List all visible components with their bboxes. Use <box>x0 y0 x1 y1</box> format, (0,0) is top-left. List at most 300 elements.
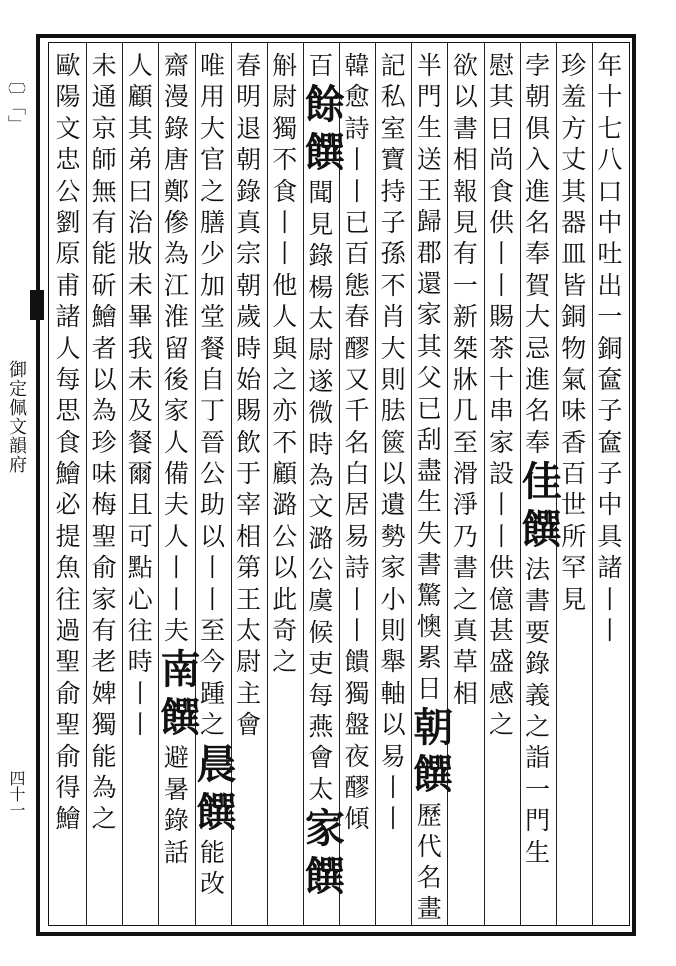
glyph: 醪 <box>344 333 370 363</box>
glyph: 丨 <box>200 584 226 614</box>
glyph: 歷 <box>416 800 442 830</box>
glyph: 家 <box>489 427 515 457</box>
text-column <box>196 50 237 899</box>
glyph: 八 <box>597 145 623 175</box>
glyph: 生 <box>416 113 442 143</box>
glyph: 時 <box>236 333 262 363</box>
glyph: 丨 <box>200 553 226 583</box>
glyph: 書 <box>452 553 478 583</box>
glyph: 始 <box>236 364 262 394</box>
text-run <box>52 50 84 835</box>
text-run <box>124 615 156 741</box>
text-column <box>52 50 84 835</box>
headword <box>196 740 237 789</box>
glyph: 進 <box>525 364 551 394</box>
glyph: 所 <box>561 521 587 551</box>
text-run <box>522 50 554 458</box>
headword <box>413 704 454 753</box>
glyph: 斫 <box>91 270 117 300</box>
glyph: 室 <box>380 113 406 143</box>
glyph: 饌 <box>160 694 201 742</box>
text-run <box>269 81 301 677</box>
glyph: 累 <box>416 643 442 673</box>
glyph: 鄭 <box>163 176 189 206</box>
glyph: 錄 <box>525 649 551 679</box>
glyph: 時 <box>308 429 334 459</box>
glyph: 見 <box>308 209 334 239</box>
glyph: 俱 <box>525 113 551 143</box>
glyph: 妝 <box>127 239 153 269</box>
text-run <box>377 50 409 835</box>
glyph: 見 <box>452 207 478 237</box>
glyph: 盡 <box>416 456 442 486</box>
text-column <box>304 50 345 901</box>
glyph: 日 <box>416 674 442 704</box>
column-rule <box>122 42 123 926</box>
glyph: 茶 <box>489 333 515 363</box>
glyph: 楊 <box>308 272 334 302</box>
glyph: 點 <box>127 553 153 583</box>
glyph: 丨 <box>344 584 370 614</box>
glyph: 之 <box>200 710 226 740</box>
glyph: 詣 <box>525 743 551 773</box>
glyph: 中 <box>597 490 623 520</box>
glyph: 詩 <box>344 553 370 583</box>
glyph: 食 <box>55 427 81 457</box>
text-run <box>486 427 518 741</box>
column-rule <box>158 42 159 926</box>
glyph: 心 <box>127 584 153 614</box>
glyph: 俞 <box>55 678 81 708</box>
glyph: 尉 <box>272 82 298 112</box>
glyph: 佳 <box>521 458 562 506</box>
glyph: 可 <box>127 521 153 551</box>
glyph: 父 <box>416 362 442 392</box>
glyph: 淨 <box>452 490 478 520</box>
glyph: 軸 <box>380 678 406 708</box>
glyph: 今 <box>200 647 226 677</box>
glyph: 朝 <box>236 270 262 300</box>
glyph: 唯 <box>200 51 226 80</box>
glyph: 牀 <box>452 364 478 394</box>
glyph: 易 <box>344 521 370 551</box>
glyph: 態 <box>344 270 370 300</box>
glyph: 自 <box>200 364 226 394</box>
column-rule <box>375 42 376 926</box>
glyph: 有 <box>452 239 478 269</box>
glyph: 丨 <box>489 490 515 520</box>
glyph: 能 <box>91 741 117 771</box>
text-run <box>413 50 445 705</box>
glyph: 堂 <box>200 302 226 332</box>
glyph: 時 <box>127 647 153 677</box>
glyph: 丨 <box>489 239 515 269</box>
glyph: 遂 <box>308 366 334 396</box>
glyph: 饋 <box>344 647 370 677</box>
glyph: 奉 <box>525 427 551 457</box>
glyph: 珍 <box>91 427 117 457</box>
glyph: 錄 <box>163 113 189 143</box>
text-column <box>88 50 120 835</box>
glyph: 賜 <box>236 396 262 426</box>
glyph: 門 <box>416 82 442 112</box>
glyph: 晨 <box>196 740 237 788</box>
glyph: 又 <box>344 364 370 394</box>
glyph: 饌 <box>196 788 237 836</box>
glyph: 名 <box>416 863 442 893</box>
glyph: 南 <box>160 646 201 694</box>
glyph: 留 <box>163 333 189 363</box>
glyph: 加 <box>200 270 226 300</box>
glyph: 舉 <box>380 647 406 677</box>
text-column <box>341 50 373 835</box>
glyph: 遺 <box>380 490 406 520</box>
glyph: 退 <box>236 113 262 143</box>
glyph: 相 <box>452 145 478 175</box>
glyph: 顧 <box>272 459 298 489</box>
glyph: 明 <box>236 82 262 112</box>
glyph: 飲 <box>236 427 262 457</box>
glyph: 太 <box>236 616 262 646</box>
glyph: 人 <box>272 302 298 332</box>
glyph: 慰 <box>489 51 515 80</box>
glyph: 王 <box>416 175 442 205</box>
glyph: 梅 <box>91 490 117 520</box>
page-margin <box>0 30 30 940</box>
text-run <box>413 800 445 925</box>
glyph: 丨 <box>344 176 370 206</box>
glyph: 獨 <box>91 710 117 740</box>
glyph: 大 <box>200 113 226 143</box>
glyph: 十 <box>489 364 515 394</box>
text-column <box>233 50 265 741</box>
glyph: 世 <box>561 490 587 520</box>
glyph: 賜 <box>489 302 515 332</box>
glyph: 者 <box>91 333 117 363</box>
glyph: 聖 <box>55 647 81 677</box>
glyph: 公 <box>200 459 226 489</box>
glyph: 見 <box>561 584 587 614</box>
glyph: 夜 <box>344 741 370 771</box>
glyph: 以 <box>380 459 406 489</box>
glyph: 入 <box>525 145 551 175</box>
glyph: 會 <box>236 710 262 740</box>
glyph: 奩 <box>597 364 623 394</box>
glyph: 皿 <box>561 239 587 269</box>
text-run <box>160 742 192 868</box>
glyph: 羞 <box>561 82 587 112</box>
glyph: 珍 <box>561 51 587 80</box>
glyph: 膳 <box>200 207 226 237</box>
glyph: 失 <box>416 518 442 548</box>
glyph: 丨 <box>163 584 189 614</box>
glyph: 淮 <box>163 302 189 332</box>
headword <box>304 81 345 129</box>
glyph: 則 <box>380 364 406 394</box>
glyph: 師 <box>91 145 117 175</box>
glyph: 避 <box>163 743 189 773</box>
text-run <box>305 177 337 773</box>
glyph: 餐 <box>200 333 226 363</box>
glyph: 他 <box>272 270 298 300</box>
text-column <box>449 50 481 709</box>
glyph: 門 <box>525 806 551 836</box>
glyph: 至 <box>452 427 478 457</box>
glyph: 報 <box>452 176 478 206</box>
glyph: 候 <box>308 617 334 647</box>
glyph: 丨 <box>127 710 153 740</box>
glyph: 會 <box>308 743 334 773</box>
glyph: 出 <box>597 270 623 300</box>
text-column <box>413 50 454 925</box>
glyph: 年 <box>597 51 623 80</box>
glyph: 真 <box>236 207 262 237</box>
text-column <box>558 50 590 615</box>
text-run <box>233 50 265 741</box>
glyph: 生 <box>525 837 551 867</box>
glyph: 味 <box>91 459 117 489</box>
glyph: 味 <box>561 396 587 426</box>
glyph: 丨 <box>597 584 623 614</box>
glyph: 甫 <box>55 270 81 300</box>
text-run <box>449 50 481 709</box>
text-run <box>305 50 337 81</box>
text-run <box>197 50 229 741</box>
glyph: 丨 <box>272 239 298 269</box>
glyph: 人 <box>127 51 153 80</box>
glyph: 錄 <box>236 176 262 206</box>
glyph: 大 <box>380 333 406 363</box>
glyph: 未 <box>91 51 117 80</box>
glyph: 治 <box>127 207 153 237</box>
glyph: 老 <box>91 647 117 677</box>
glyph: 文 <box>308 492 334 522</box>
glyph: 億 <box>489 584 515 614</box>
glyph: 丁 <box>200 396 226 426</box>
glyph: 奉 <box>525 239 551 269</box>
glyph: 還 <box>416 269 442 299</box>
glyph: 胠 <box>380 396 406 426</box>
glyph: 十 <box>597 82 623 112</box>
glyph: 漫 <box>163 82 189 112</box>
glyph: 改 <box>200 868 226 898</box>
glyph: 千 <box>344 396 370 426</box>
glyph: 魚 <box>55 553 81 583</box>
glyph: 得 <box>55 772 81 802</box>
glyph: 書 <box>525 586 551 616</box>
glyph: 乃 <box>452 521 478 551</box>
glyph: 皆 <box>561 270 587 300</box>
glyph: 吏 <box>308 649 334 679</box>
glyph: 朝 <box>413 704 454 751</box>
glyph: 微 <box>308 398 334 428</box>
glyph: 子 <box>380 207 406 237</box>
glyph: 家 <box>380 553 406 583</box>
glyph: 無 <box>91 176 117 206</box>
glyph: 錄 <box>163 806 189 836</box>
text-run <box>269 50 301 81</box>
glyph: 第 <box>236 553 262 583</box>
book-title: 御定佩文韻府 <box>6 360 27 474</box>
text-column <box>594 50 626 646</box>
glyph: 一 <box>525 774 551 804</box>
glyph: 陽 <box>55 82 81 112</box>
glyph: 百 <box>344 239 370 269</box>
glyph: 我 <box>127 333 153 363</box>
column-rule <box>195 42 196 926</box>
column-rule <box>303 42 304 926</box>
glyph: 一 <box>597 302 623 332</box>
glyph: 後 <box>163 364 189 394</box>
text-column <box>521 50 562 868</box>
glyph: 太 <box>308 303 334 333</box>
glyph: 家 <box>416 300 442 330</box>
glyph: 供 <box>489 207 515 237</box>
glyph: 丨 <box>380 772 406 802</box>
glyph: 銅 <box>597 333 623 363</box>
headword <box>521 458 562 506</box>
glyph: 几 <box>452 396 478 426</box>
glyph: 春 <box>344 302 370 332</box>
glyph: 以 <box>452 82 478 112</box>
glyph: 丨 <box>344 145 370 175</box>
glyph: 刮 <box>416 425 442 455</box>
glyph: 七 <box>597 113 623 143</box>
glyph: 書 <box>416 549 442 579</box>
glyph: 俞 <box>91 553 117 583</box>
glyph: 之 <box>200 176 226 206</box>
glyph: 朝 <box>236 145 262 175</box>
text-column <box>160 50 201 868</box>
glyph: 文 <box>55 113 81 143</box>
glyph: 傾 <box>344 804 370 834</box>
text-run <box>124 50 156 615</box>
glyph: 勢 <box>380 521 406 551</box>
glyph: 中 <box>597 207 623 237</box>
glyph: 之 <box>489 710 515 740</box>
glyph: 主 <box>236 678 262 708</box>
glyph: 氣 <box>561 364 587 394</box>
headword <box>413 752 454 800</box>
glyph: 餘 <box>304 81 345 129</box>
glyph: 口 <box>597 176 623 206</box>
glyph: 忌 <box>525 333 551 363</box>
glyph: 用 <box>200 82 226 112</box>
glyph: 能 <box>200 837 226 867</box>
headword <box>196 788 237 837</box>
glyph: 具 <box>597 521 623 551</box>
text-run <box>197 837 229 900</box>
glyph: 草 <box>452 647 478 677</box>
glyph: 歸 <box>416 206 442 236</box>
glyph: 助 <box>200 490 226 520</box>
glyph: 孛 <box>525 51 551 80</box>
glyph: 備 <box>163 459 189 489</box>
text-column <box>486 50 518 741</box>
glyph: 不 <box>272 145 298 175</box>
glyph: 以 <box>91 364 117 394</box>
glyph: 燕 <box>308 712 334 742</box>
text-run <box>558 50 590 615</box>
glyph: 易 <box>380 741 406 771</box>
glyph: 往 <box>127 616 153 646</box>
glyph: 斛 <box>272 51 298 80</box>
glyph: 記 <box>380 51 406 80</box>
glyph: 獨 <box>272 113 298 143</box>
glyph: 話 <box>163 837 189 867</box>
glyph: 丨 <box>489 270 515 300</box>
glyph: 鱠 <box>91 302 117 332</box>
text-run <box>305 774 337 805</box>
glyph: 為 <box>91 396 117 426</box>
glyph: 私 <box>380 82 406 112</box>
glyph: 忠 <box>55 145 81 175</box>
glyph: 丨 <box>597 616 623 646</box>
glyph: 聖 <box>55 710 81 740</box>
glyph: 不 <box>380 270 406 300</box>
glyph: 劉 <box>55 207 81 237</box>
glyph: 詩 <box>344 113 370 143</box>
glyph: 夫 <box>163 490 189 520</box>
glyph: 錄 <box>308 241 334 271</box>
glyph: 潞 <box>272 490 298 520</box>
glyph: 鱠 <box>55 804 81 834</box>
glyph: 家 <box>163 396 189 426</box>
glyph: 持 <box>380 176 406 206</box>
glyph: 獨 <box>344 678 370 708</box>
column-rule <box>411 42 412 926</box>
glyph: 義 <box>525 680 551 710</box>
glyph: 盤 <box>344 710 370 740</box>
glyph: 丨 <box>344 616 370 646</box>
glyph: 丨 <box>163 553 189 583</box>
glyph: 以 <box>380 710 406 740</box>
column-rule <box>520 42 521 926</box>
column-rule <box>484 42 485 926</box>
glyph: 諸 <box>597 553 623 583</box>
glyph: 人 <box>163 427 189 457</box>
glyph: 相 <box>236 521 262 551</box>
glyph: 官 <box>200 145 226 175</box>
column-rule <box>267 42 268 926</box>
glyph: 饌 <box>521 506 562 554</box>
glyph: 郡 <box>416 238 442 268</box>
glyph: 感 <box>489 678 515 708</box>
glyph: 罕 <box>561 553 587 583</box>
glyph: 俞 <box>55 741 81 771</box>
glyph: 食 <box>272 176 298 206</box>
glyph: 其 <box>561 176 587 206</box>
text-column <box>124 50 156 741</box>
glyph: 未 <box>127 270 153 300</box>
glyph: 爾 <box>127 459 153 489</box>
glyph: 書 <box>452 113 478 143</box>
glyph: 之 <box>525 712 551 742</box>
glyph: 半 <box>416 51 442 80</box>
glyph: 聖 <box>91 521 117 551</box>
glyph: 饌 <box>304 853 345 901</box>
glyph: 過 <box>55 616 81 646</box>
glyph: 歐 <box>55 51 81 80</box>
glyph: 其 <box>489 82 515 112</box>
glyph: 子 <box>597 396 623 426</box>
glyph: 其 <box>416 331 442 361</box>
glyph: 尉 <box>308 335 334 365</box>
glyph: 丨 <box>272 207 298 237</box>
glyph: 驚 <box>416 580 442 610</box>
headword <box>304 129 345 177</box>
glyph: 寶 <box>380 145 406 175</box>
